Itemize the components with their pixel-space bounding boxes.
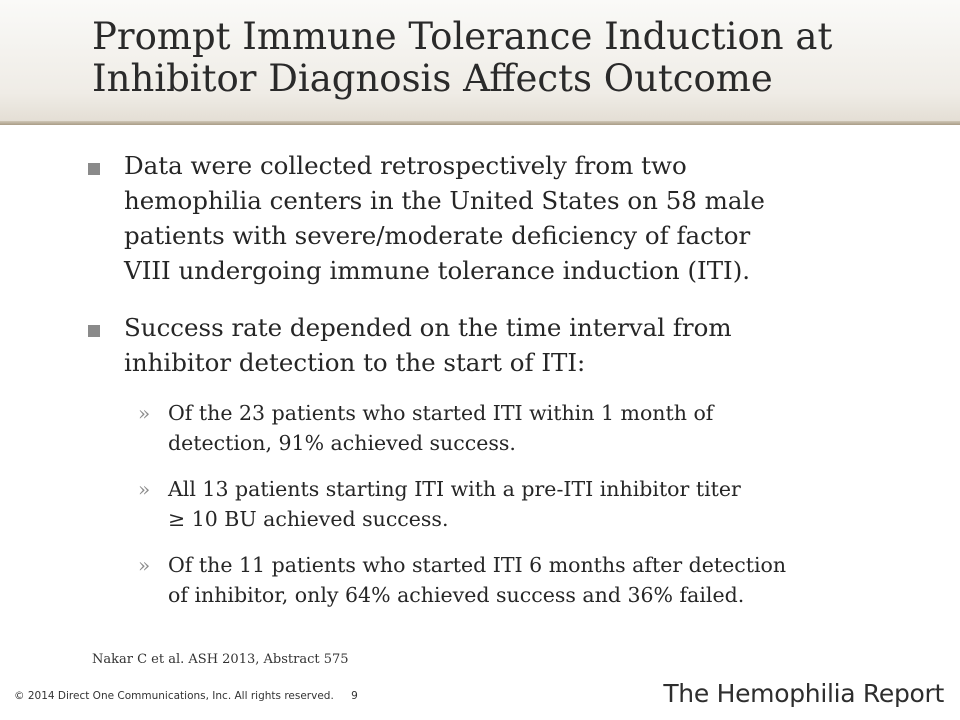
slide-title-line-2: Inhibitor Diagnosis Affects Outcome	[92, 57, 773, 100]
square-bullet-icon	[88, 163, 100, 175]
sub-bullet-line: Of the 11 patients who started ITI 6 months after detection	[168, 553, 787, 577]
sub-bullet-item-within-1-month	[124, 398, 886, 458]
bullet-line: patients with severe/moderate deficiency of factor	[124, 221, 751, 250]
bullet-item-data-collection	[86, 148, 886, 288]
bullet-line: Success rate depended on the time interval from	[124, 313, 732, 342]
copyright-text: © 2014 Direct One Communications, Inc. All rights reserved.	[14, 690, 334, 702]
sub-bullet-line: All 13 patients starting ITI with a pre-ITI inhibitor titer	[168, 477, 741, 501]
sub-bullet-line: ≥ 10 BU achieved success.	[168, 507, 449, 531]
sub-bullet-line: detection, 91% achieved success.	[168, 431, 516, 455]
brand-logo: The Hemophilia Report	[663, 679, 944, 708]
sub-bullet-line: Of the 23 patients who started ITI within 1 month of	[168, 401, 714, 425]
sub-bullet-list	[124, 398, 886, 610]
bullet-line: inhibitor detection to the start of ITI:	[124, 348, 586, 377]
slide-title	[92, 16, 912, 100]
double-chevron-bullet-icon: »	[138, 477, 151, 501]
footer-copyright	[14, 689, 358, 703]
title-divider	[0, 121, 960, 125]
bullet-line: VIII undergoing immune tolerance induction (ITI).	[124, 256, 751, 285]
bullet-item-success-rate	[86, 310, 886, 610]
double-chevron-bullet-icon: »	[138, 553, 151, 577]
citation: Nakar C et al. ASH 2013, Abstract 575	[92, 652, 349, 667]
slide-title-line-1: Prompt Immune Tolerance Induction at	[92, 15, 833, 58]
double-chevron-bullet-icon: »	[138, 401, 151, 425]
bullet-line: hemophilia centers in the United States on 58 male	[124, 186, 765, 215]
sub-bullet-item-high-titer	[124, 474, 886, 534]
sub-bullet-line: of inhibitor, only 64% achieved success and 36% failed.	[168, 583, 745, 607]
sub-bullet-item-6-months	[124, 550, 886, 610]
square-bullet-icon	[88, 325, 100, 337]
bullet-line: Data were collected retrospectively from two	[124, 151, 687, 180]
page-number: 9	[351, 690, 358, 702]
bullet-list	[86, 148, 886, 610]
